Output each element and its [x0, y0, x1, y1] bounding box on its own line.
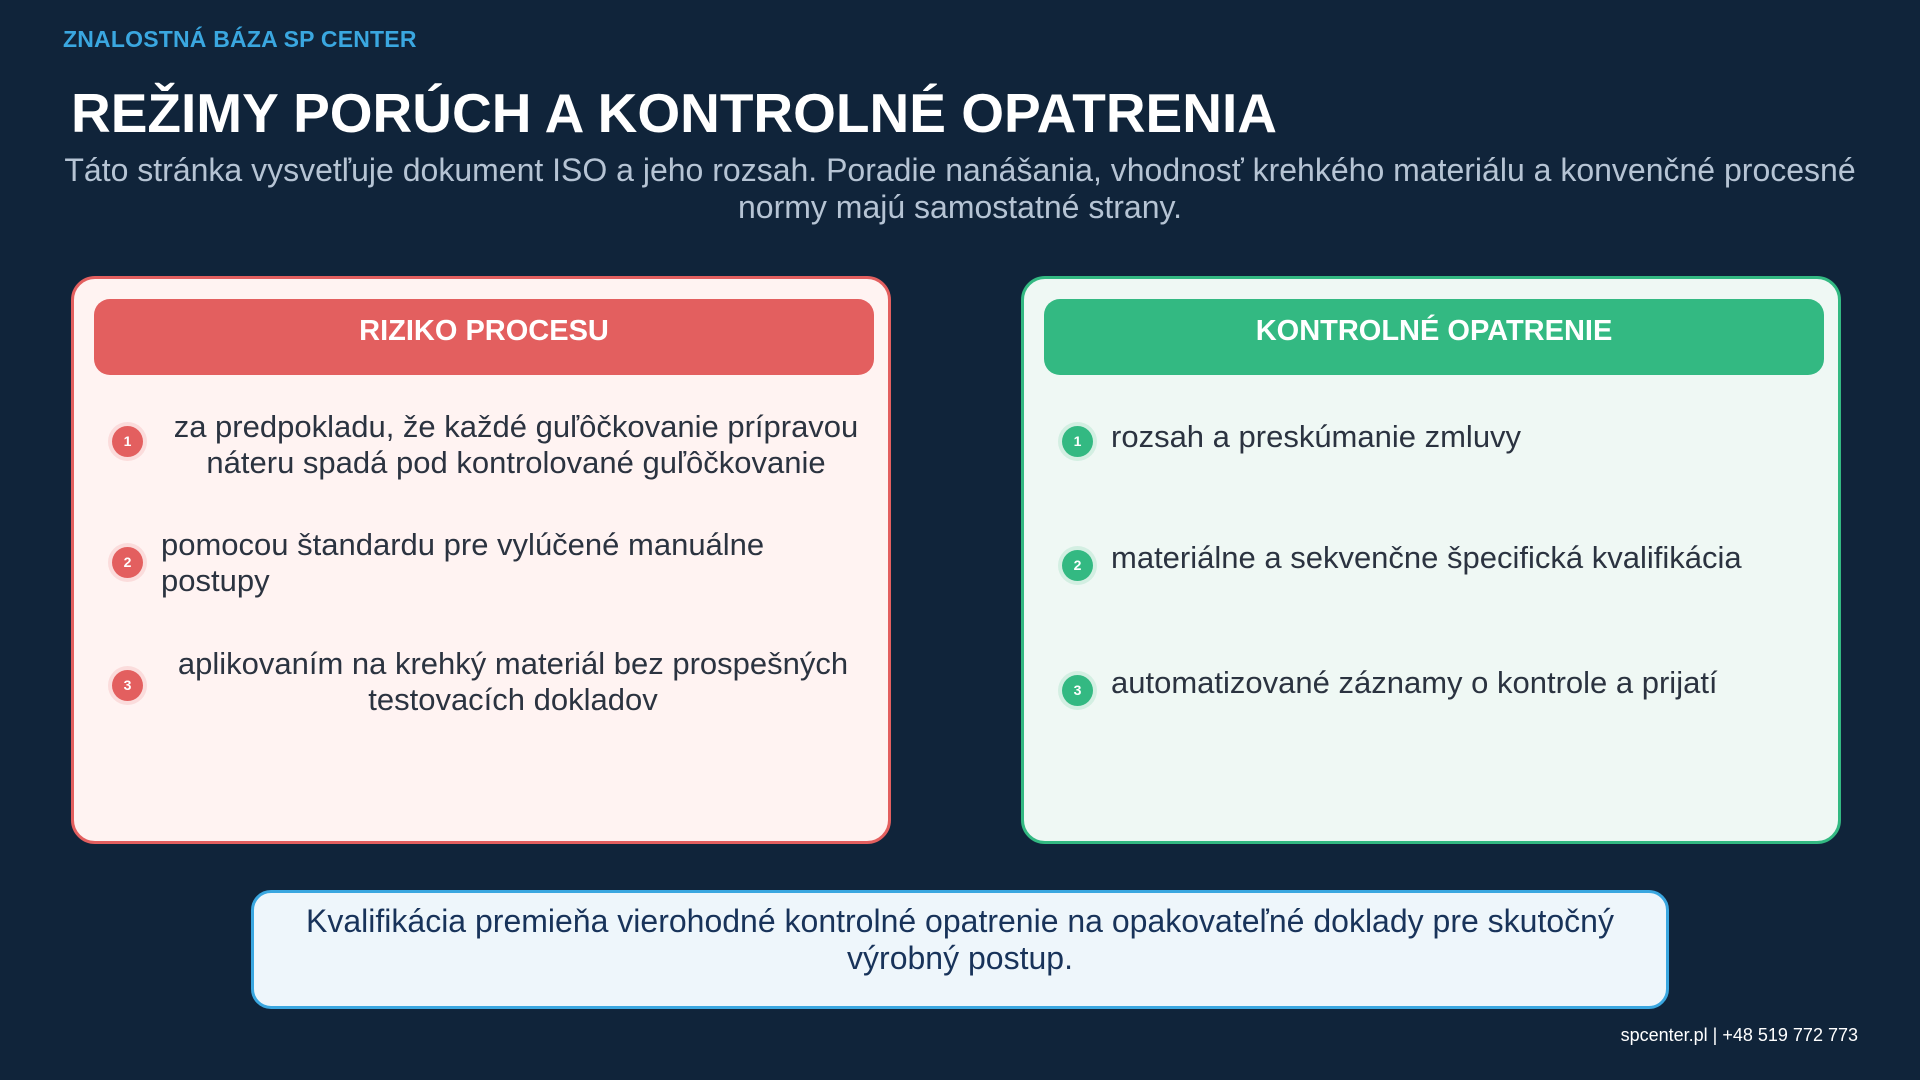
- control-item-text: materiálne a sekvenčne špecifická kvalifikácia: [1111, 540, 1742, 575]
- number-2-badge-icon: 2: [112, 547, 143, 578]
- number-1-badge-icon: 1: [112, 426, 143, 457]
- number-3-badge-icon: 3: [1062, 675, 1093, 706]
- risk-panel: [71, 276, 891, 844]
- page-title: REŽIMY PORÚCH A KONTROLNÉ OPATRENIA: [71, 82, 1277, 144]
- control-panel-heading: KONTROLNÉ OPATRENIE: [1044, 299, 1824, 375]
- risk-item-text: pomocou štandardu pre vylúčené manuálne postupy: [161, 527, 765, 598]
- control-item-text: rozsah a preskúmanie zmluvy: [1111, 419, 1522, 454]
- number-2-badge-icon: 2: [1062, 550, 1093, 581]
- number-3-badge-icon: 3: [112, 670, 143, 701]
- summary-text: Kvalifikácia premieňa vierohodné kontrolné opatrenie na opakovateľné doklady pre skutočný výrobný postup.: [306, 903, 1614, 976]
- contact-info: spcenter.pl | +48 519 772 773: [1620, 1025, 1858, 1045]
- risk-item-text: aplikovaním na krehký materiál bez prospešných testovacích dokladov: [177, 646, 849, 717]
- control-panel: [1021, 276, 1841, 844]
- page-subtitle: Táto stránka vysvetľuje dokument ISO a jeho rozsah. Poradie nanášania, vhodnosť krehkého materiálu a konvenčné procesné normy majú samostatné strany.: [64, 152, 1856, 225]
- number-1-badge-icon: 1: [1062, 426, 1093, 457]
- kicker-label: ZNALOSTNÁ BÁZA SP CENTER: [63, 26, 417, 52]
- summary-box: [251, 890, 1669, 1009]
- risk-item-text: za predpokladu, že každé guľôčkovanie prípravou náteru spadá pod kontrolované guľôčkovanie: [173, 409, 859, 480]
- control-item-text: automatizované záznamy o kontrole a prijatí: [1111, 665, 1718, 700]
- risk-panel-heading: RIZIKO PROCESU: [94, 299, 874, 375]
